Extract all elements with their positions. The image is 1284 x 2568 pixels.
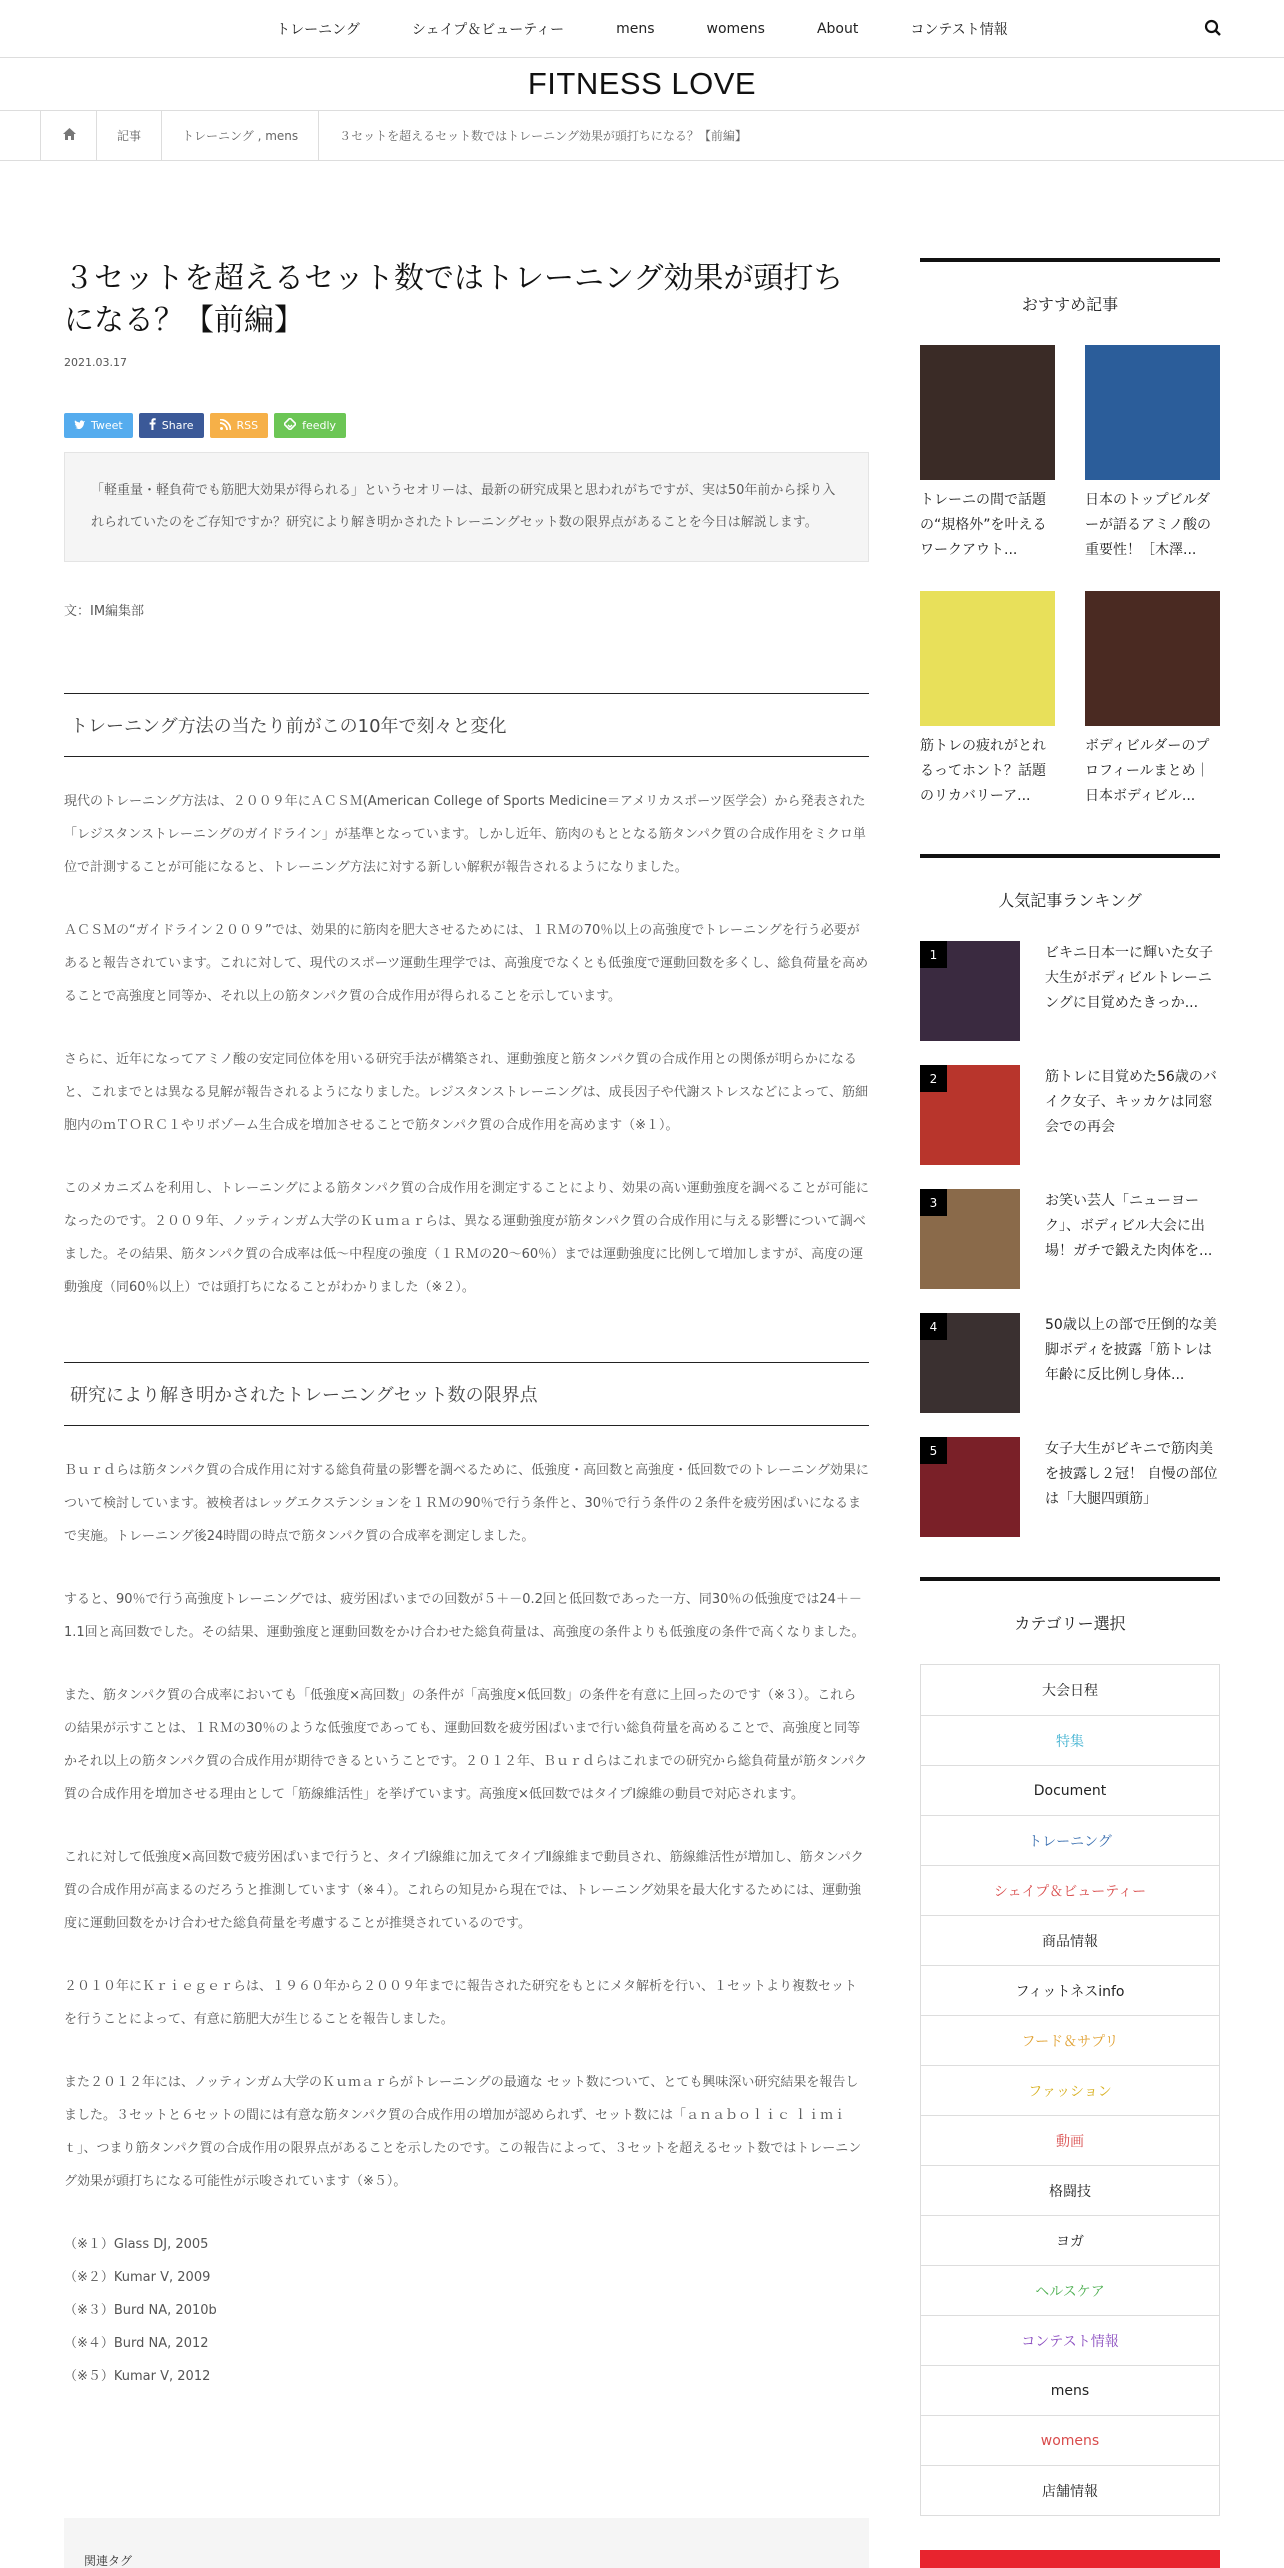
breadcrumb-home[interactable] — [40, 111, 97, 161]
breadcrumb-current: ３セットを超えるセット数ではトレーニング効果が頭打ちになる？【前編】 — [339, 129, 747, 143]
ranking-item[interactable] — [920, 1437, 1220, 1561]
paragraph: このメカニズムを利用し、トレーニングによる筋タンパク質の合成作用を測定することにより、効果の高い運動強度を調べることが可能になったのです。２００９年、ノッティンガム大学のＫｕｍａｒらは、異なる運動強度が筋タンパク質の合成作用に与える影響について調べました。その結果、筋タンパク質の合成率は低～中程度の強度（１ＲＭの20～60％）までは運動強度に比例して増加しますが、高度の運動強度（同60％以上）では頭打ちになることがわかりました（※２）。 — [64, 1181, 869, 1295]
recommended-item[interactable] — [1085, 345, 1220, 563]
related-tags-label: 関連タグ — [84, 2554, 133, 2568]
paragraph: ２０１０年にＫｒｉｅｇｅｒらは、１９６０年から２００９年までに報告された研究をもとにメタ解析を行い、１セットより複数セットを行うことによって、有意に筋肥大が生じることを報告しました。 — [64, 1979, 858, 2027]
category-item[interactable]: トレーニング — [921, 1815, 1219, 1865]
ranking-item-title: 50歳以上の部で圧倒的な美脚ボディを披露「筋トレは年齢に反比例し身体... — [1045, 1317, 1217, 1383]
paragraph: Ｂｕｒｄらは筋タンパク質の合成作用に対する総負荷量の影響を調べるために、低強度・高回数と高強度・低回数でのトレーニング効果について検討しています。被検者はレッグエクステンションを１ＲＭの90％で行う条件と、30％で行う条件の２条件を疲労困ぱいになるまで実施。トレーニング後24時間の時点で筋タンパク質の合成率を測定しました。 — [64, 1463, 869, 1544]
recommended-thumbnail — [920, 591, 1055, 726]
nav-item-mens[interactable]: mens — [616, 21, 655, 37]
share-buttons — [64, 413, 869, 438]
breadcrumb — [0, 111, 1284, 161]
feedly-label: feedly — [302, 419, 337, 432]
nav-item-shape-beauty[interactable]: シェイプ＆ビューティー — [411, 22, 565, 38]
ranking-item-title: 女子大生がビキニで筋肉美を披露し２冠！ 自慢の部位は「大腿四頭筋」 — [1045, 1441, 1218, 1507]
recommended-thumbnail — [920, 345, 1055, 480]
category-item[interactable]: Document — [921, 1765, 1219, 1815]
category-title: カテゴリー選択 — [920, 1577, 1220, 1634]
category-item[interactable]: 店舗情報 — [921, 2465, 1219, 2515]
nav-item-contest[interactable]: コンテスト情報 — [910, 22, 1008, 38]
recommended-item[interactable] — [1085, 591, 1220, 809]
recommended-item[interactable] — [920, 591, 1055, 809]
recommended-item[interactable] — [920, 345, 1055, 563]
recommended-title: おすすめ記事 — [920, 258, 1220, 315]
reference-item: （※４）Burd NA, 2012 — [64, 2336, 209, 2351]
paragraph: 現代のトレーニング方法は、２００９年にＡＣＳＭ(American College of Sports Medicine＝アメリカスポーツ医学会）から発表された「レジスタンストレーニングのガイドライン」が基準となっています。しかし近年、筋肉のもととなる筋タンパク質の合成作用をミクロ単位で計測することが可能になると、トレーニング方法に対する新しい解釈が報告されるようになりました。 — [64, 794, 866, 875]
article — [64, 258, 869, 2393]
ranking-item-title: 筋トレに目覚めた56歳のバイク女子、キッカケは同窓会での再会 — [1045, 1069, 1217, 1135]
category-item[interactable]: ヘルスケア — [921, 2265, 1219, 2315]
reference-item: （※５）Kumar V, 2012 — [64, 2369, 211, 2384]
site-logo[interactable]: FITNESS LOVE — [527, 66, 757, 101]
tweet-button[interactable] — [64, 413, 133, 438]
ranking-thumbnail — [920, 1313, 1020, 1413]
breadcrumb-category[interactable]: トレーニング , mens — [162, 111, 319, 161]
ranking-number: 2 — [920, 1065, 947, 1092]
category-item[interactable]: コンテスト情報 — [921, 2315, 1219, 2365]
category-item[interactable]: mens — [921, 2365, 1219, 2415]
ranking-item[interactable] — [920, 1313, 1220, 1437]
rss-button[interactable] — [210, 413, 269, 438]
article-author: 文：IM編集部 — [64, 604, 145, 619]
feedly-button[interactable] — [274, 413, 346, 438]
category-item[interactable]: 格闘技 — [921, 2165, 1219, 2215]
home-icon — [63, 128, 76, 143]
category-item[interactable]: 動画 — [921, 2115, 1219, 2165]
top-navigation — [0, 0, 1284, 58]
ranking-item-title: お笑い芸人「ニューヨーク」、ボディビル大会に出場！ガチで鍛えた肉体を... — [1045, 1193, 1213, 1259]
header-logo-bar — [0, 58, 1284, 111]
recommended-item-title: 筋トレの疲れがとれるってホント？話題のリカバリーア... — [920, 738, 1046, 804]
ranking-thumbnail — [920, 941, 1020, 1041]
category-item[interactable]: シェイプ＆ビューティー — [921, 1865, 1219, 1915]
article-lead: 「軽重量・軽負荷でも筋肥大効果が得られる」というセオリーは、最新の研究成果と思われがちですが、実は50年前から採り入れられていたのをご存知ですか？研究により解き明かされたトレーニングセット数の限界点があることを今日は解説します。 — [64, 452, 869, 562]
nav-item-training[interactable]: トレーニング — [276, 22, 360, 38]
ranking-number: 5 — [920, 1437, 947, 1464]
reference-item: （※３）Burd NA, 2010b — [64, 2303, 217, 2318]
paragraph: ＡＣＳＭの“ガイドライン２００９”では、効果的に筋肉を肥大させるためには、１ＲＭの70％以上の高強度でトレーニングを行う必要があると報告されています。これに対して、現代のスポーツ運動生理学では、高強度でなくとも低強度で運動回数を多くし、総負荷量を高めることで高強度と同等か、それ以上の筋タンパク質の合成作用が得られることを示しています。 — [64, 923, 869, 1004]
recommended-thumbnail — [1085, 591, 1220, 726]
facebook-share-button[interactable] — [139, 413, 204, 438]
category-widget — [920, 1577, 1220, 2516]
category-item[interactable]: 商品情報 — [921, 1915, 1219, 1965]
category-item[interactable]: womens — [921, 2415, 1219, 2465]
recommended-thumbnail — [1085, 345, 1220, 480]
category-item[interactable]: 大会日程 — [1042, 1683, 1098, 1699]
ranking-item[interactable] — [920, 1189, 1220, 1313]
ranking-item[interactable] — [920, 941, 1220, 1065]
article-title: ３セットを超えるセット数ではトレーニング効果が頭打ちになる？【前編】 — [64, 261, 844, 338]
article-date: 2021.03.17 — [64, 356, 127, 369]
recommended-item-title: 日本のトップビルダーが語るアミノ酸の重要性！［木澤... — [1085, 492, 1211, 558]
ranking-title: 人気記事ランキング — [920, 854, 1220, 911]
twitter-icon — [74, 419, 85, 432]
ranking-number: 1 — [920, 941, 947, 968]
section-heading-2: 研究により解き明かされたトレーニングセット数の限界点 — [64, 1362, 869, 1426]
category-item[interactable]: フィットネスinfo — [921, 1965, 1219, 2015]
paragraph: また２０１２年には、ノッティンガム大学のＫｕｍａｒらがトレーニングの最適な セット数について、とても興味深い研究結果を報告しました。３セットと６セットの間には有意な筋タンパク質の合成作用の増加が認められず、セット数には「ａｎａｂｏｌｉｃ ｌｉｍｉｔ」、つまり筋タンパク質の合成作用の限界点があることを示したのです。この報告によって、３セットを超えるセット数ではトレーニング効果が頭打ちになる可能性が示唆されています（※５）。 — [64, 2075, 862, 2189]
paragraph: すると、90％で行う高強度トレーニングでは、疲労困ぱいまでの回数が５＋－0.2回と低回数であった一方、同30％の低強度では24＋－1.1回と高回数でした。その結果、運動強度と運動回数をかけ合わせた総負荷量は、高強度の条件よりも低強度の条件で高くなりました。 — [64, 1592, 865, 1640]
category-item[interactable]: フード＆サプリ — [921, 2015, 1219, 2065]
breadcrumb-articles[interactable]: 記事 — [97, 111, 162, 161]
category-item[interactable]: 特集 — [921, 1715, 1219, 1765]
category-item[interactable]: ヨガ — [921, 2215, 1219, 2265]
references — [64, 2228, 869, 2393]
ranking-number: 3 — [920, 1189, 947, 1216]
feedly-icon — [284, 418, 296, 433]
section-heading-1: トレーニング方法の当たり前がこの10年で刻々と変化 — [64, 693, 869, 757]
ranking-thumbnail — [920, 1437, 1020, 1537]
rss-label: RSS — [236, 419, 259, 432]
related-tags-box — [64, 2518, 869, 2568]
search-icon[interactable] — [1204, 19, 1224, 39]
recommended-item-title: トレーニの間で話題の“規格外”を叶えるワークアウト... — [920, 492, 1047, 558]
paragraph: また、筋タンパク質の合成率においても「低強度×高回数」の条件が「高強度×低回数」の条件を有意に上回ったのです（※３）。これらの結果が示すことは、１ＲＭの30％のような低強度であっても、運動回数を疲労困ぱいまで行い総負荷量を高めることで、高強度と同等かそれ以上の筋タンパク質の合成作用が期待できるということです。２０１２年、Ｂｕｒｄらはこれまでの研究から総負荷量が筋タンパク質の合成作用を増加させる理由として「筋線維活性」を挙げています。高強度×低回数ではタイプⅠ線維の動員で対応されます。 — [64, 1688, 868, 1802]
tweet-label: Tweet — [91, 419, 123, 432]
share-label: Share — [161, 419, 194, 432]
paragraph: さらに、近年になってアミノ酸の安定同位体を用いる研究手法が構築され、運動強度と筋タンパク質の合成作用との関係が明らかになると、これまでとは異なる見解が報告されるようになりました。レジスタンストレーニングは、成長因子や代謝ストレスなどによって、筋細胞内のｍＴＯＲＣ１やリボゾーム生合成を増加させることで筋タンパク質の合成作用を高めます（※１）。 — [64, 1052, 868, 1133]
sidebar-banner[interactable] — [920, 2550, 1220, 2568]
category-item[interactable]: ファッション — [921, 2065, 1219, 2115]
ranking-thumbnail — [920, 1065, 1020, 1165]
nav-item-about[interactable]: About — [816, 21, 859, 37]
recommended-item-title: ボディビルダーのプロフィールまとめ｜日本ボディビル... — [1085, 738, 1210, 804]
ranking-widget — [920, 854, 1220, 1561]
ranking-item[interactable] — [920, 1065, 1220, 1189]
reference-item: （※２）Kumar V, 2009 — [64, 2270, 211, 2285]
ranking-item-title: ビキニ日本一に輝いた女子大生がボディビルトレーニングに目覚めたきっか... — [1045, 945, 1213, 1011]
ranking-thumbnail — [920, 1189, 1020, 1289]
category-list — [920, 1664, 1220, 2516]
recommended-widget — [920, 258, 1220, 809]
ranking-number: 4 — [920, 1313, 947, 1340]
rss-icon — [220, 419, 231, 433]
reference-item: （※１）Glass DJ, 2005 — [64, 2237, 209, 2252]
facebook-icon — [149, 418, 156, 433]
nav-item-womens[interactable]: womens — [706, 21, 765, 37]
paragraph: これに対して低強度×高回数で疲労困ぱいまで行うと、タイプⅠ線維に加えてタイプⅡ線維まで動員され、筋線維活性が増加し、筋タンパク質の合成作用が高まるのだろうと推測しています（※４）。これらの知見から現在では、トレーニング効果を最大化するためには、運動強度に運動回数をかけ合わせた総負荷量を考慮することが推奨されているのです。 — [64, 1850, 864, 1931]
